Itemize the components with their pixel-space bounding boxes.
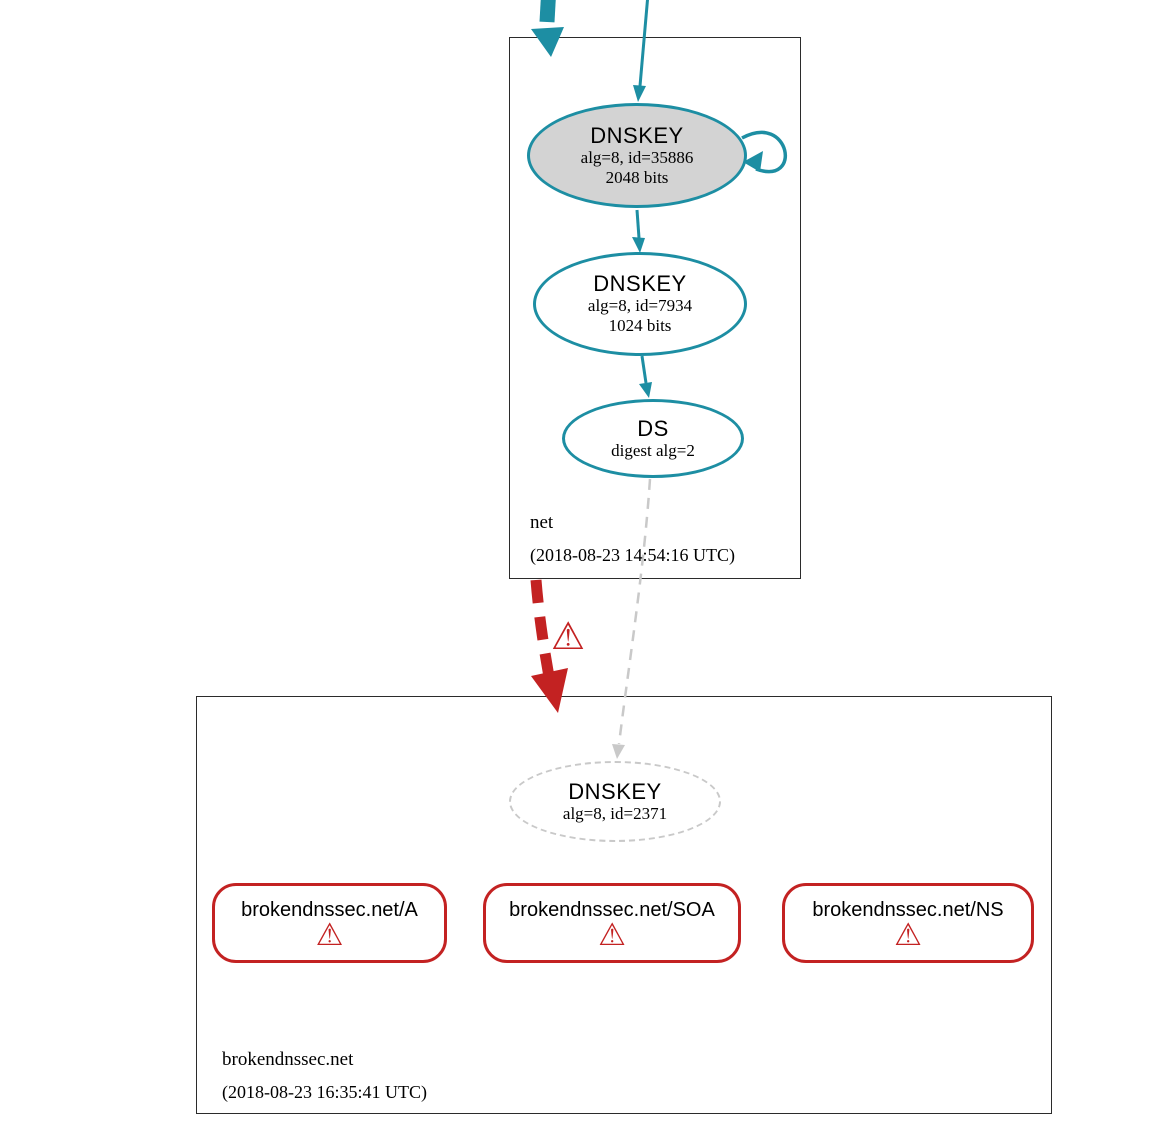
node-title: DNSKEY xyxy=(593,271,687,296)
rrset-label: brokendnssec.net/SOA xyxy=(509,898,715,921)
node-title: DNSKEY xyxy=(568,778,662,804)
node-title: DNSKEY xyxy=(590,122,684,148)
node-detail-alg: alg=8, id=35886 xyxy=(580,147,694,167)
node-ds[interactable] xyxy=(562,399,744,478)
node-detail-digest: digest alg=2 xyxy=(611,440,695,460)
rrset-a[interactable] xyxy=(212,883,447,963)
warning-icon: ⚠ xyxy=(551,614,586,658)
edge-delegation-bogus xyxy=(536,580,551,688)
rrset-soa[interactable] xyxy=(483,883,741,963)
node-detail-alg: alg=8, id=2371 xyxy=(562,803,668,823)
node-dnskey-zsk[interactable] xyxy=(533,252,747,356)
node-detail-alg: alg=8, id=7934 xyxy=(587,296,693,315)
zone-timestamp-brokendnssec: (2018-08-23 16:35:41 UTC) xyxy=(222,1082,427,1102)
node-detail-bits: 1024 bits xyxy=(608,316,672,335)
warning-icon: ⚠ xyxy=(894,916,922,953)
zone-name-brokendnssec: brokendnssec.net xyxy=(222,1049,354,1070)
warning-icon: ⚠ xyxy=(315,916,344,953)
rrset-ns[interactable] xyxy=(782,883,1034,963)
edge-inbound-thick xyxy=(547,0,549,22)
zone-timestamp-net: (2018-08-23 14:54:16 UTC) xyxy=(530,545,735,565)
node-detail-bits: 2048 bits xyxy=(605,167,669,187)
node-dnskey-child[interactable] xyxy=(509,761,721,842)
rrset-label: brokendnssec.net/A xyxy=(241,898,418,921)
node-dnskey-ksk[interactable] xyxy=(527,103,747,208)
warning-icon: ⚠ xyxy=(598,916,626,953)
rrset-label: brokendnssec.net/NS xyxy=(812,898,1004,921)
node-title: DS xyxy=(637,415,669,441)
zone-name-net: net xyxy=(530,512,554,533)
